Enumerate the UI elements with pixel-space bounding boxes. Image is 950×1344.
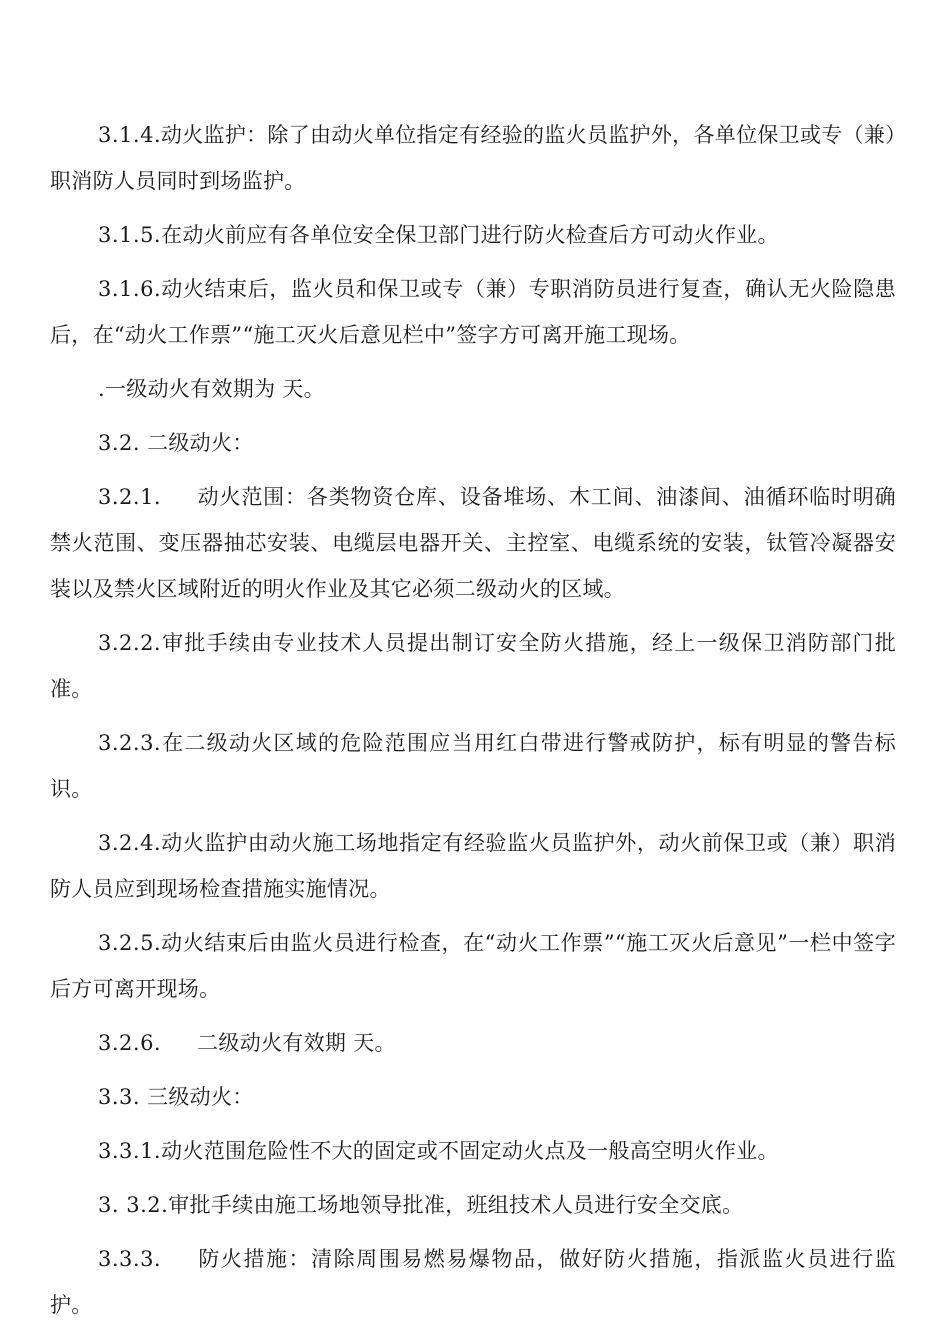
clause-text: 二级动火有效期 天。 bbox=[197, 1031, 396, 1055]
paragraph-3-3-2 bbox=[50, 1182, 896, 1228]
clause-number: 3.2. bbox=[98, 431, 141, 455]
clause-text: 在二级动火区域的危险范围应当用红白带进行警戒防护，标有明显的警告标识。 bbox=[50, 731, 896, 801]
clause-number: 3.3.3. bbox=[98, 1247, 162, 1271]
paragraph-3-3-1 bbox=[50, 1128, 896, 1174]
paragraph-3-2-6 bbox=[50, 1020, 896, 1066]
paragraph-3-1-6 bbox=[50, 266, 896, 358]
clause-text: 动火范围：各类物资仓库、设备堆场、木工间、油漆间、油循环临时明确禁火范围、变压器抽芯安装、电缆层电器开关、主控室、电缆系统的安装，钛管冷凝器安装以及禁火区域附近的明火作业及其它必须二级动火的区域。 bbox=[50, 485, 896, 601]
clause-number: 3.3.1. bbox=[98, 1139, 162, 1163]
clause-text: 三级动火： bbox=[147, 1085, 254, 1109]
paragraph-3-2 bbox=[50, 420, 896, 466]
paragraph-3-3-3 bbox=[50, 1236, 896, 1328]
paragraph-3-1-4 bbox=[50, 112, 896, 204]
clause-text: .动火结束后由监火员进行检查，在“动火工作票”“施工灭火后意见”一栏中签字后方可离开现场。 bbox=[50, 931, 896, 1001]
clause-number: 3.2.4 bbox=[98, 831, 154, 855]
clause-number: 3. 3.2. bbox=[98, 1193, 169, 1217]
clause-text: .动火监护由动火施工场地指定有经验监火员监护外，动火前保卫或（兼）职消防人员应到现场检查措施实施情况。 bbox=[50, 831, 896, 901]
clause-number: 3.2.5 bbox=[98, 931, 154, 955]
clause-number: 3.2.2. bbox=[98, 631, 162, 655]
paragraph-3-2-1 bbox=[50, 474, 896, 612]
clause-text: .一级动火有效期为 天。 bbox=[98, 377, 325, 401]
clause-text: 审批手续由专业技术人员提出制订安全防火措施，经上一级保卫消防部门批准。 bbox=[50, 631, 896, 701]
paragraph-3-1-5 bbox=[50, 212, 896, 258]
clause-number: 3.1.5. bbox=[98, 223, 162, 247]
clause-text: 防火措施：清除周围易燃易爆物品，做好防火措施，指派监火员进行监护。 bbox=[50, 1247, 896, 1317]
clause-number: 3.2.1. bbox=[98, 485, 162, 509]
paragraph-3-2-2 bbox=[50, 620, 896, 712]
clause-text: 审批手续由施工场地领导批准，班组技术人员进行安全交底。 bbox=[168, 1193, 744, 1217]
paragraph-level1-validity bbox=[50, 366, 896, 412]
clause-text: 在动火前应有各单位安全保卫部门进行防火检查后方可动火作业。 bbox=[161, 223, 779, 247]
document-page bbox=[50, 112, 896, 1336]
paragraph-3-2-4 bbox=[50, 820, 896, 912]
clause-number: 3.1.4 bbox=[98, 123, 154, 147]
clause-text: 动火范围危险性不大的固定或不固定动火点及一般高空明火作业。 bbox=[161, 1139, 779, 1163]
clause-text: 二级动火： bbox=[147, 431, 254, 455]
paragraph-3-2-5 bbox=[50, 920, 896, 1012]
clause-number: 3.3. bbox=[98, 1085, 141, 1109]
clause-number: 3.2.3. bbox=[98, 731, 162, 755]
paragraph-3-2-3 bbox=[50, 720, 896, 812]
clause-text: .动火监护：除了由动火单位指定有经验的监火员监护外，各单位保卫或专（兼）职消防人员同时到场监护。 bbox=[50, 123, 896, 193]
clause-number: 3.1.6 bbox=[98, 277, 154, 301]
clause-number: 3.2.6. bbox=[98, 1031, 162, 1055]
clause-text: .动火结束后，监火员和保卫或专（兼）专职消防员进行复查，确认无火险隐患后，在“动火工作票”“施工灭火后意见栏中”签字方可离开施工现场。 bbox=[50, 277, 896, 347]
paragraph-3-3 bbox=[50, 1074, 896, 1120]
